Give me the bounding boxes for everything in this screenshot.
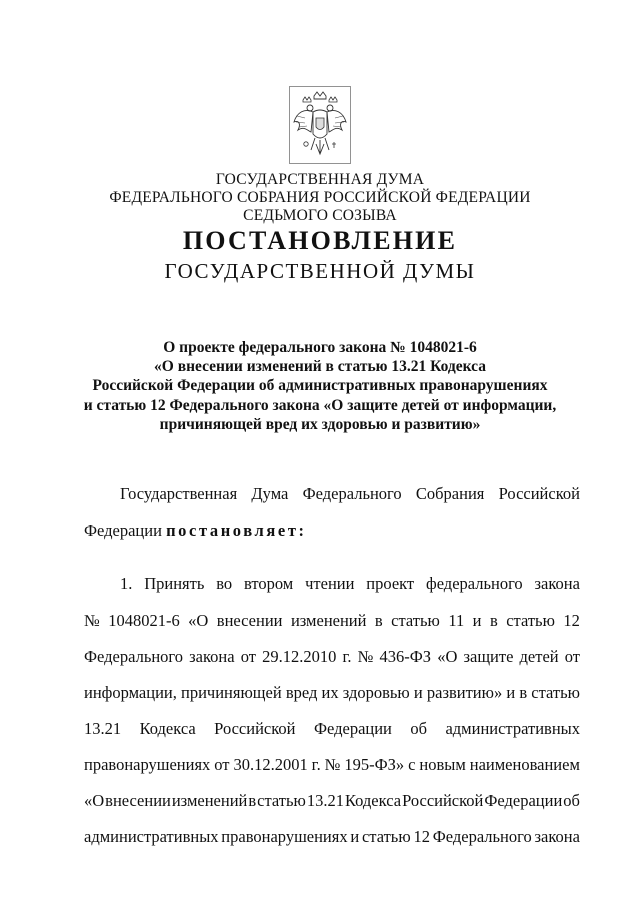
word: 195-ФЗ» (344, 755, 405, 774)
word: Федерации (84, 521, 162, 540)
word: информации, (84, 683, 177, 702)
subject-line: причиняющей вред их здоровью и развитию» (159, 415, 481, 433)
word: закона (189, 647, 235, 666)
word: наименованием (469, 755, 580, 774)
word: № (357, 647, 374, 666)
preamble-line-1 (120, 484, 580, 504)
word: Федерального (432, 827, 532, 846)
coat-of-arms-emblem (289, 86, 351, 164)
word: и (413, 683, 423, 702)
word: «О (84, 791, 105, 810)
word: № (84, 611, 100, 630)
paragraph-line-8 (84, 827, 580, 847)
word: Государственная (120, 484, 238, 503)
word: и (472, 611, 482, 630)
word: причиняющей (181, 683, 282, 702)
word: закона (534, 827, 580, 846)
word: в (374, 611, 383, 630)
word: чтении (305, 574, 355, 593)
word: 13.21 (306, 791, 344, 810)
word: г. (342, 647, 352, 666)
word: № (324, 755, 341, 774)
word: Федерального (84, 647, 184, 666)
paragraph-line-2 (84, 611, 580, 631)
word: Российской (214, 719, 296, 738)
paragraph-line-7 (84, 791, 580, 811)
word: от (564, 647, 580, 666)
word: 29.12.2010 (262, 647, 337, 666)
word: об (563, 791, 580, 810)
document-title: ПОСТАНОВЛЕНИЕ (182, 226, 458, 255)
word: проект (366, 574, 415, 593)
header-line-2: ФЕДЕРАЛЬНОГО СОБРАНИЯ РОССИЙСКОЙ ФЕДЕРАЦИИ (109, 189, 531, 206)
word: внесении (216, 611, 283, 630)
word: с (408, 755, 416, 774)
word: во (216, 574, 233, 593)
word: и (506, 683, 516, 702)
resolution-verb: постановляет: (166, 521, 307, 540)
paragraph-line-5 (84, 719, 580, 739)
word: административных (84, 827, 219, 846)
word: «О (437, 647, 458, 666)
word: 30.12.2001 (233, 755, 308, 774)
word: детей (519, 647, 559, 666)
word: статью (257, 791, 306, 810)
word: Принять (144, 574, 205, 593)
word: новым (419, 755, 466, 774)
word: 1. (120, 574, 133, 593)
paragraph-line-1 (120, 574, 580, 594)
word: вред (285, 683, 318, 702)
word: статью (361, 827, 411, 846)
word: статью (391, 611, 440, 630)
word: Собрания (415, 484, 485, 503)
document-subtitle: ГОСУДАРСТВЕННОЙ ДУМЫ (164, 259, 476, 283)
word: Российской (498, 484, 580, 503)
word: их (321, 683, 339, 702)
paragraph-line-6 (84, 755, 580, 775)
word: здоровью (342, 683, 410, 702)
word: правонарушениях (221, 827, 348, 846)
word: от (214, 755, 230, 774)
word: Российской (402, 791, 484, 810)
word: 13.21 (84, 719, 122, 738)
subject-line: О проекте федерального закона № 1048021-6 (163, 339, 477, 356)
word: развитию» (426, 683, 503, 702)
word: от (240, 647, 256, 666)
word: Федерации (484, 791, 563, 810)
word: в (248, 791, 257, 810)
word: г. (311, 755, 321, 774)
subject-line: Российской Федерации об административных правонарушениях (92, 377, 548, 395)
word: изменений (171, 791, 248, 810)
word: федерального (426, 574, 523, 593)
word: втором (244, 574, 294, 593)
word: 436-ФЗ (379, 647, 432, 666)
paragraph-line-4 (84, 683, 580, 703)
header-line-3: СЕДЬМОГО СОЗЫВА (243, 207, 397, 224)
word: внесении (105, 791, 171, 810)
word: статью (531, 683, 580, 702)
document-subject (60, 338, 580, 434)
word: в (519, 683, 528, 702)
subject-line: «О внесении изменений в статью 13.21 Кодекса (154, 358, 486, 376)
word: об (410, 719, 427, 738)
word: в (489, 611, 498, 630)
word: 12 (413, 827, 430, 846)
word: и (350, 827, 360, 846)
word: Кодекса (344, 791, 402, 810)
word: правонарушениях (84, 755, 211, 774)
word: Федерального (302, 484, 402, 503)
word: статью (506, 611, 555, 630)
word: административных (445, 719, 580, 738)
word: защите (463, 647, 514, 666)
paragraph-line-3 (84, 647, 580, 667)
header-line-1: ГОСУДАРСТВЕННАЯ ДУМА (215, 171, 425, 188)
word: «О (188, 611, 209, 630)
word: 1048021-6 (108, 611, 180, 630)
word: Дума (251, 484, 289, 503)
word: 11 (448, 611, 465, 630)
word: изменений (290, 611, 367, 630)
word: Кодекса (139, 719, 196, 738)
preamble-line-2 (84, 521, 307, 541)
word: Федерации (313, 719, 392, 738)
word: 12 (563, 611, 580, 630)
word: закона (534, 574, 580, 593)
subject-line: и статью 12 Федерального закона «О защите детей от информации, (83, 396, 557, 414)
